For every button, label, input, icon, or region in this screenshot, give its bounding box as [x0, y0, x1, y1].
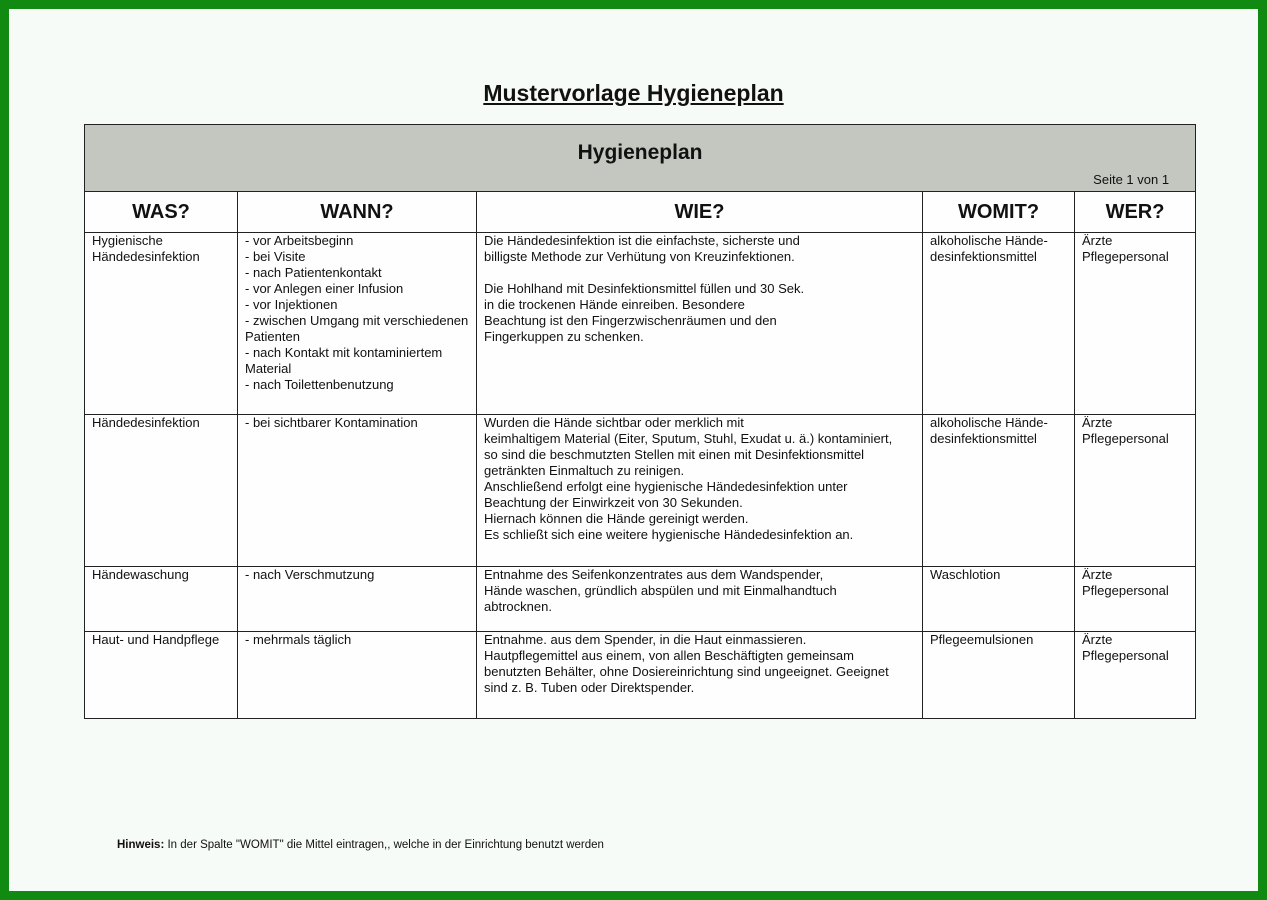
table-row — [85, 632, 1196, 719]
cell-wie: Entnahme. aus dem Spender, in die Haut einmassieren. Hautpflegemittel aus einem, von allen Beschäftigten gemeinsam benutzten Behälter, ohne Dosiereinrichtung sind ungeeignet. Geeignet sind z. B. Tuben oder Direktspender. — [477, 632, 923, 719]
column-header-womit: WOMIT? — [923, 192, 1075, 233]
column-header-was: WAS? — [85, 192, 238, 233]
cell-wann: - vor Arbeitsbeginn - bei Visite - nach Patientenkontakt - vor Anlegen einer Infusion - vor Injektionen - zwischen Umgang mit verschiedenen Patienten - nach Kontakt mit kontaminiertem Material - nach Toilettenbenutzung — [238, 233, 477, 415]
cell-wer: Ärzte Pflegepersonal — [1075, 233, 1196, 415]
cell-womit: alkoholische Hände- desinfektionsmittel — [923, 415, 1075, 567]
cell-wie: Entnahme des Seifenkonzentrates aus dem Wandspender, Hände waschen, gründlich abspülen und mit Einmalhandtuch abtrocknen. — [477, 567, 923, 632]
document-title: Mustervorlage Hygieneplan — [483, 80, 784, 106]
cell-wie: Wurden die Hände sichtbar oder merklich mit keimhaltigem Material (Eiter, Sputum, Stuhl, Exudat u. ä.) kontaminiert, so sind die beschmutzten Stellen mit einen mit Desinfektionsmittel getränkten Einmaltuch zu reinigen. Anschließend erfolgt eine hygienische Händedesinfektion unter Beachtung der Einwirkzeit von 30 Sekunden. Hiernach können die Hände gereinigt werden. Es schließt sich eine weitere hygienische Händedesinfektion an. — [477, 415, 923, 567]
table-row — [85, 567, 1196, 632]
hygiene-plan-table — [84, 124, 1196, 719]
table-row — [85, 415, 1196, 567]
cell-wann: - mehrmals täglich — [238, 632, 477, 719]
cell-wer: Ärzte Pflegepersonal — [1075, 632, 1196, 719]
table-row — [85, 233, 1196, 415]
cell-was: Haut- und Handpflege — [85, 632, 238, 719]
cell-was: Händedesinfektion — [85, 415, 238, 567]
table-heading-band — [85, 125, 1196, 192]
cell-wer: Ärzte Pflegepersonal — [1075, 415, 1196, 567]
cell-wann: - nach Verschmutzung — [238, 567, 477, 632]
cell-wann: - bei sichtbarer Kontamination — [238, 415, 477, 567]
cell-womit: Waschlotion — [923, 567, 1075, 632]
table-heading-row — [85, 125, 1196, 192]
column-header-wann: WANN? — [238, 192, 477, 233]
footnote — [117, 839, 604, 851]
cell-was: Hygienische Händedesinfektion — [85, 233, 238, 415]
column-header-wer: WER? — [1075, 192, 1196, 233]
column-header-wie: WIE? — [477, 192, 923, 233]
column-header-row — [85, 192, 1196, 233]
page-indicator: Seite 1 von 1 — [1093, 172, 1170, 187]
cell-womit: Pflegeemulsionen — [923, 632, 1075, 719]
footnote-label: Hinweis: — [117, 839, 165, 851]
cell-was: Händewaschung — [85, 567, 238, 632]
cell-womit: alkoholische Hände- desinfektionsmittel — [923, 233, 1075, 415]
table-heading: Hygieneplan — [577, 141, 703, 164]
cell-wer: Ärzte Pflegepersonal — [1075, 567, 1196, 632]
footnote-text: In der Spalte "WOMIT" die Mittel eintragen,, welche in der Einrichtung benutzt werden — [164, 839, 604, 851]
cell-wie: Die Händedesinfektion ist die einfachste, sicherste und billigste Methode zur Verhütung von Kreuzinfektionen. Die Hohlhand mit Desinfektionsmittel füllen und 30 Sek. in die trockenen Hände einreiben. Besondere Beachtung ist den Fingerzwischenräumen und den Fingerkuppen zu schenken. — [477, 233, 923, 415]
